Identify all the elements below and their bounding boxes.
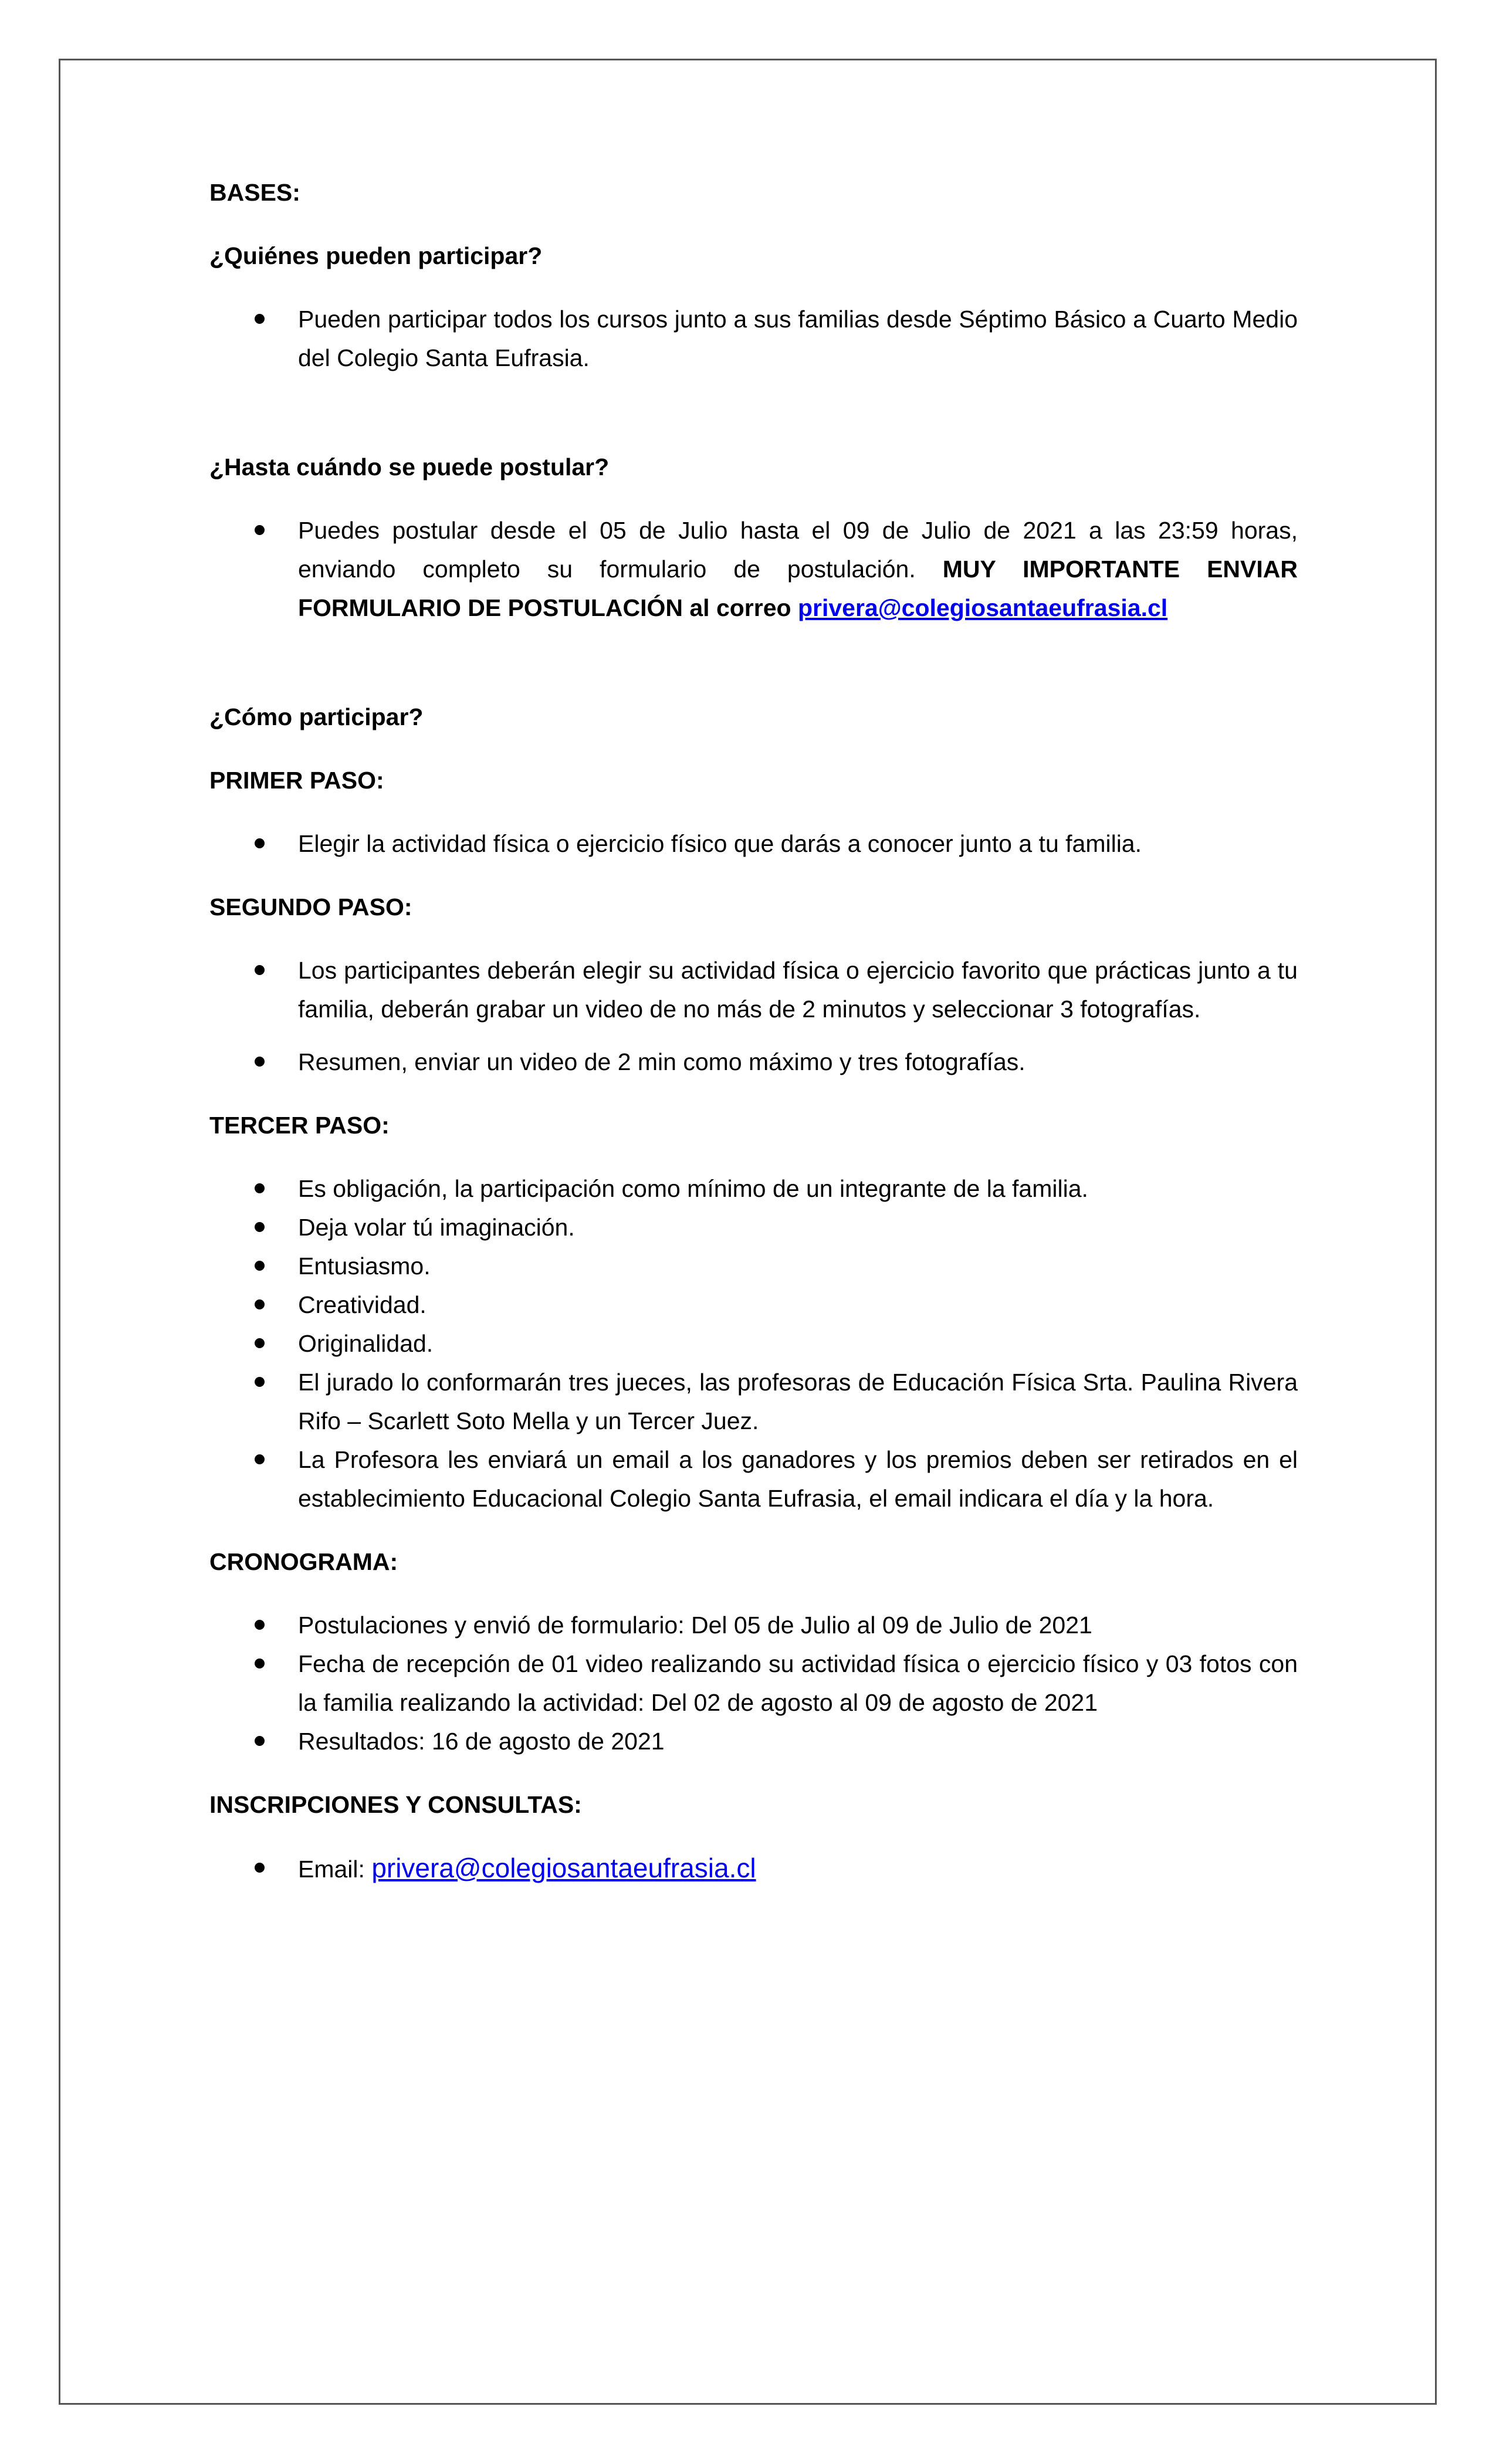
inscripciones-list <box>209 1849 1298 1888</box>
quienes-heading: ¿Quiénes pueden participar? <box>209 242 543 269</box>
list-item-text: Es obligación, la participación como mínimo de un integrante de la familia. <box>298 1175 1088 1202</box>
list-item <box>209 1208 1298 1247</box>
spacer <box>209 1518 1298 1542</box>
list-item-text: Resultados: 16 de agosto de 2021 <box>298 1728 665 1755</box>
spacer <box>209 486 1298 511</box>
bullet-icon <box>255 525 265 535</box>
spacer <box>209 1081 1298 1106</box>
quienes-list <box>209 300 1298 377</box>
bullet-icon <box>255 314 265 324</box>
bullet-icon <box>255 1057 265 1067</box>
email-link[interactable]: privera@colegiosantaeufrasia.cl <box>797 594 1168 621</box>
spacer <box>209 212 1298 236</box>
list-item <box>209 1722 1298 1761</box>
important-notice: MUY IMPORTANTE ENVIAR FORMULARIO DE POSTULACIÓN al correo <box>298 556 1298 621</box>
list-item <box>209 1324 1298 1363</box>
list-item <box>209 300 1298 377</box>
list-item <box>209 1363 1298 1440</box>
list-item-text: Entusiasmo. <box>298 1253 431 1280</box>
tercer-paso-list <box>209 1169 1298 1518</box>
inscripciones-heading: INSCRIPCIONES Y CONSULTAS: <box>209 1791 582 1818</box>
list-item-text: Originalidad. <box>298 1330 434 1357</box>
bullet-icon <box>255 1377 265 1387</box>
list-item-text: Postulaciones y envió de formulario: Del 05 de Julio al 09 de Julio de 2021 <box>298 1612 1092 1639</box>
list-item-text: Elegir la actividad física o ejercicio físico que darás a conocer junto a tu familia. <box>298 830 1142 857</box>
list-item-text: Fecha de recepción de 01 video realizando su actividad física o ejercicio físico y 03 fotos con la familia realizando la actividad: Del 02 de agosto al 09 de agosto de 2021 <box>298 1650 1298 1716</box>
segundo-paso-heading: SEGUNDO PASO: <box>209 893 412 920</box>
spacer <box>209 275 1298 300</box>
bullet-icon <box>255 1454 265 1464</box>
list-item <box>209 1247 1298 1285</box>
list-item <box>209 1849 1298 1888</box>
bullet-icon <box>255 1863 265 1873</box>
deadline-text: Puedes postular desde el 05 de Julio hasta el 09 de Julio de 2021 a las 23:59 horas, enviando completo su formulario de postulación. <box>298 517 1298 583</box>
hasta-heading: ¿Hasta cuándo se puede postular? <box>209 453 610 480</box>
list-item-text: Creatividad. <box>298 1291 427 1318</box>
bullet-icon <box>255 1338 265 1348</box>
spacer <box>209 800 1298 824</box>
list-item-text: Los participantes deberán elegir su actividad física o ejercicio favorito que prácticas junto a tu familia, deberán grabar un video de no más de 2 minutos y seleccionar 3 fotografías. <box>298 957 1298 1023</box>
list-item <box>209 511 1298 627</box>
list-item <box>209 1285 1298 1324</box>
bases-heading: BASES: <box>209 179 300 206</box>
tercer-paso-heading: TERCER PASO: <box>209 1112 390 1139</box>
bullet-icon <box>255 1659 265 1668</box>
spacer <box>209 627 1298 698</box>
bullet-icon <box>255 1736 265 1746</box>
segundo-paso-list <box>209 951 1298 1081</box>
list-item <box>209 1440 1298 1518</box>
list-item <box>209 1169 1298 1208</box>
primer-paso-list <box>209 824 1298 863</box>
spacer <box>209 863 1298 888</box>
spacer <box>209 1028 1298 1043</box>
bullet-icon <box>255 1299 265 1309</box>
cronograma-list <box>209 1606 1298 1761</box>
bullet-icon <box>255 1261 265 1271</box>
list-item-text: El jurado lo conformarán tres jueces, las profesoras de Educación Física Srta. Paulina Rivera Rifo – Scarlett Soto Mella y un Tercer Juez. <box>298 1369 1298 1434</box>
document-content <box>209 173 1298 1888</box>
spacer <box>209 1145 1298 1169</box>
bullet-icon <box>255 1620 265 1630</box>
bullet-icon <box>255 838 265 848</box>
list-item-text: Pueden participar todos los cursos junto a sus familias desde Séptimo Básico a Cuarto Medio del Colegio Santa Eufrasia. <box>298 306 1298 371</box>
list-item-text: Resumen, enviar un video de 2 min como máximo y tres fotografías. <box>298 1048 1025 1075</box>
list-item <box>209 1043 1298 1081</box>
hasta-list <box>209 511 1298 627</box>
cronograma-heading: CRONOGRAMA: <box>209 1548 398 1575</box>
contact-email-link[interactable]: privera@colegiosantaeufrasia.cl <box>371 1853 756 1883</box>
bullet-icon <box>255 965 265 975</box>
spacer <box>209 377 1298 448</box>
list-item <box>209 824 1298 863</box>
list-item-text: Deja volar tú imaginación. <box>298 1214 575 1241</box>
spacer <box>209 1824 1298 1849</box>
como-heading: ¿Cómo participar? <box>209 703 424 730</box>
bullet-icon <box>255 1222 265 1232</box>
list-item-text: La Profesora les enviará un email a los ganadores y los premios deben ser retirados en el establecimiento Educacional Colegio Santa Eufrasia, el email indicara el día y la hora. <box>298 1446 1298 1512</box>
primer-paso-heading: PRIMER PASO: <box>209 767 384 794</box>
list-item <box>209 951 1298 1028</box>
spacer <box>209 926 1298 951</box>
spacer <box>209 736 1298 761</box>
list-item <box>209 1606 1298 1644</box>
spacer <box>209 1581 1298 1606</box>
list-item <box>209 1644 1298 1722</box>
spacer <box>209 1761 1298 1785</box>
email-label: Email: <box>298 1856 372 1883</box>
bullet-icon <box>255 1183 265 1193</box>
